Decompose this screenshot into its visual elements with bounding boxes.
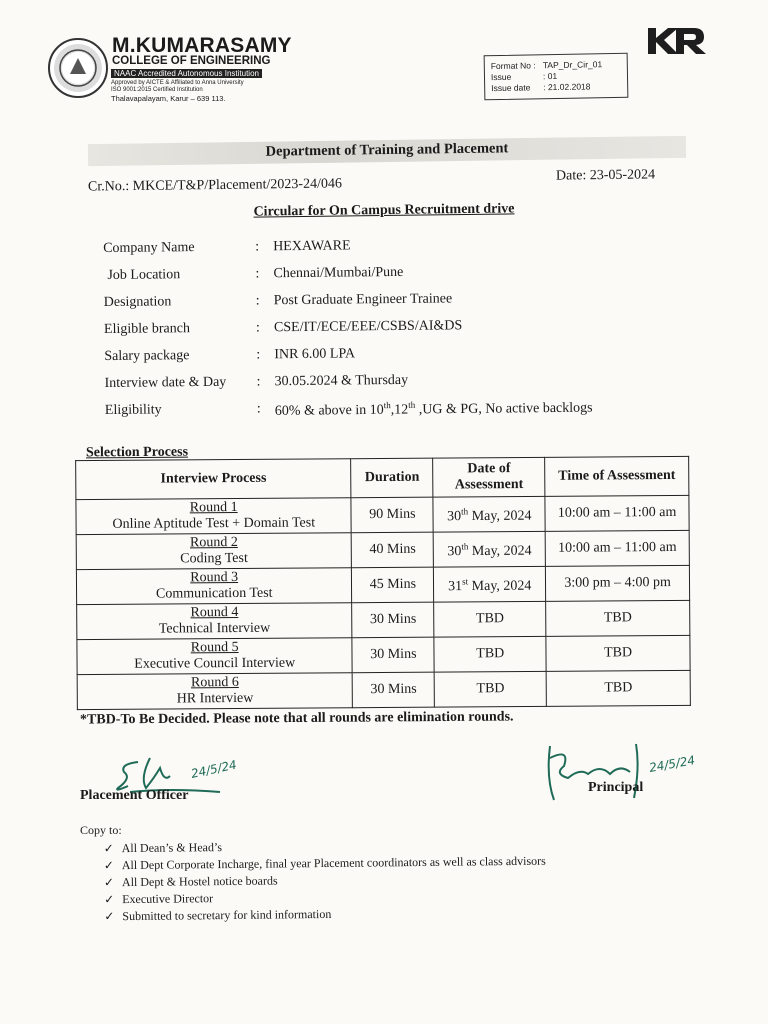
list-item: ✓ All Dean’s & Head’s xyxy=(103,840,223,856)
date-cell: 31st May, 2024 xyxy=(434,566,546,602)
detail-value: Post Graduate Engineer Trainee xyxy=(273,291,453,309)
list-item: ✓ Executive Director xyxy=(104,891,214,907)
department-title: Department of Training and Placement xyxy=(265,140,509,160)
principal-label: Principal xyxy=(588,780,644,795)
detail-row: Eligible branch : CSE/IT/ECE/EEE/CSBS/AI&DS xyxy=(103,318,463,338)
circular-date: Date: 23-05-2024 xyxy=(555,167,656,184)
date-cell: TBD xyxy=(434,671,546,707)
table-row xyxy=(77,670,690,709)
po-signature-date: 24/5/24 xyxy=(189,757,238,781)
accreditation-text: NAAC Accredited Autonomous Institution xyxy=(111,69,262,78)
check-icon: ✓ xyxy=(103,841,114,856)
detail-value: Chennai/Mumbai/Pune xyxy=(273,264,404,282)
table-header-row xyxy=(76,456,689,499)
duration-cell: 45 Mins xyxy=(352,567,434,603)
process-cell xyxy=(77,603,353,640)
circular-number: Cr.No.: MKCE/T&P/Placement/2023-24/046 xyxy=(87,176,343,195)
format-no: TAP_Dr_Cir_01 xyxy=(542,59,603,71)
detail-row: Eligibility : 60% & above in 10th,12th ,UG & PG, No active backlogs xyxy=(104,399,593,419)
format-no-label: Format No : xyxy=(490,60,536,72)
tbd-note: *TBD-To Be Decided. Please note that all rounds are elimination rounds. xyxy=(79,709,514,728)
round-label: Round 5 xyxy=(190,640,239,656)
principal-signature xyxy=(540,738,720,813)
time-cell: TBD xyxy=(546,670,690,706)
check-icon: ✓ xyxy=(103,858,114,873)
college-name: M.KUMARASAMY xyxy=(112,34,292,57)
duration-cell: 30 Mins xyxy=(352,602,434,638)
column-header: Duration xyxy=(351,458,433,498)
issue-label: Issue xyxy=(490,71,512,83)
process-cell xyxy=(77,673,353,710)
detail-value: HEXAWARE xyxy=(273,238,351,255)
duration-cell: 40 Mins xyxy=(352,532,434,568)
time-cell: TBD xyxy=(546,600,690,636)
copy-to-heading: Copy to: xyxy=(80,823,122,837)
process-cell xyxy=(76,533,352,570)
eligibility-value: 60% & above in 10th,12th ,UG & PG, No active backlogs xyxy=(274,399,593,419)
round-label: Round 6 xyxy=(190,675,239,691)
round-name: Technical Interview xyxy=(158,620,271,637)
detail-key: Eligible branch xyxy=(103,321,191,338)
placement-officer-label: Placement Officer xyxy=(80,788,189,803)
round-name: Executive Council Interview xyxy=(134,655,296,672)
table-row xyxy=(77,600,690,639)
issue-value: : 01 xyxy=(542,70,558,82)
time-cell: 3:00 pm – 4:00 pm xyxy=(546,565,690,601)
round-label: Round 3 xyxy=(190,570,239,586)
duration-cell: 30 Mins xyxy=(353,672,435,708)
check-icon: ✓ xyxy=(104,909,115,924)
round-name: Online Aptitude Test + Domain Test xyxy=(112,515,316,532)
detail-key: Interview date & Day xyxy=(104,374,227,392)
column-header: Interview Process xyxy=(76,459,352,500)
time-cell: 10:00 am – 11:00 am xyxy=(545,495,689,531)
duration-cell: 30 Mins xyxy=(352,637,434,673)
column-header: Date of Assessment xyxy=(433,457,545,497)
company-details xyxy=(103,229,685,424)
detail-key: Job Location xyxy=(107,267,181,283)
duration-cell: 90 Mins xyxy=(351,497,433,533)
detail-value: 30.05.2024 & Thursday xyxy=(274,372,409,390)
detail-row: Salary package : INR 6.00 LPA xyxy=(104,346,356,365)
round-name: Communication Test xyxy=(155,585,273,602)
date-cell: TBD xyxy=(434,601,546,637)
time-cell: TBD xyxy=(546,635,690,671)
detail-key: Company Name xyxy=(103,240,195,257)
college-address: Thalavapalayam, Karur – 639 113. xyxy=(111,94,226,103)
issue-date-label: Issue date xyxy=(491,82,531,94)
kr-logo xyxy=(644,24,708,63)
detail-row: Interview date & Day : 30.05.2024 & Thursday xyxy=(104,372,409,392)
selection-table xyxy=(75,456,691,710)
table-row xyxy=(77,635,690,674)
detail-row: Job Location : Chennai/Mumbai/Pune xyxy=(107,264,404,283)
approval-line-1: Approved by AICTE & Affiliated to Anna University xyxy=(111,80,244,86)
selection-title: Selection Process xyxy=(85,444,189,461)
column-header: Time of Assessment xyxy=(545,456,689,496)
list-item: ✓ All Dept & Hostel notice boards xyxy=(103,873,278,890)
list-item: ✓ Submitted to secretary for kind information xyxy=(104,906,332,924)
table-row xyxy=(76,495,689,534)
issue-date: : 21.02.2018 xyxy=(543,81,591,93)
round-name: HR Interview xyxy=(176,690,254,707)
detail-row: Company Name : HEXAWARE xyxy=(103,238,351,257)
pr-signature-date: 24/5/24 xyxy=(648,753,697,775)
detail-key: Salary package xyxy=(104,348,190,365)
round-name: Coding Test xyxy=(180,550,248,567)
detail-value: CSE/IT/ECE/EEE/CSBS/AI&DS xyxy=(273,318,463,336)
round-label: Round 2 xyxy=(189,535,238,551)
process-cell xyxy=(77,638,353,675)
round-label: Round 1 xyxy=(189,500,238,516)
list-item: ✓ All Dept Corporate Incharge, final year Placement coordinators as well as class advisors xyxy=(103,853,546,873)
round-label: Round 4 xyxy=(190,605,239,621)
table-row xyxy=(76,530,689,569)
date-cell: 30th May, 2024 xyxy=(433,531,545,567)
copy-to-list xyxy=(104,836,547,926)
process-cell xyxy=(76,498,352,535)
date-cell: 30th May, 2024 xyxy=(433,496,545,532)
approval-line-2: ISO 9001:2015 Certified Institution xyxy=(111,87,203,93)
check-icon: ✓ xyxy=(104,892,115,907)
process-cell xyxy=(76,568,352,605)
time-cell: 10:00 am – 11:00 am xyxy=(545,530,689,566)
college-subtitle: COLLEGE OF ENGINEERING xyxy=(112,55,271,67)
college-seal-icon xyxy=(48,38,108,98)
approval-text xyxy=(111,80,244,94)
date-cell: TBD xyxy=(434,636,546,672)
circular-title: Circular for On Campus Recruitment drive xyxy=(253,201,515,220)
check-icon: ✓ xyxy=(103,875,115,890)
detail-key: Eligibility xyxy=(104,402,162,419)
detail-value: INR 6.00 LPA xyxy=(274,346,356,363)
detail-row: Designation : Post Graduate Engineer Trainee xyxy=(103,291,453,311)
detail-key: Designation xyxy=(103,294,172,311)
table-row xyxy=(76,565,689,604)
format-box xyxy=(484,53,629,101)
